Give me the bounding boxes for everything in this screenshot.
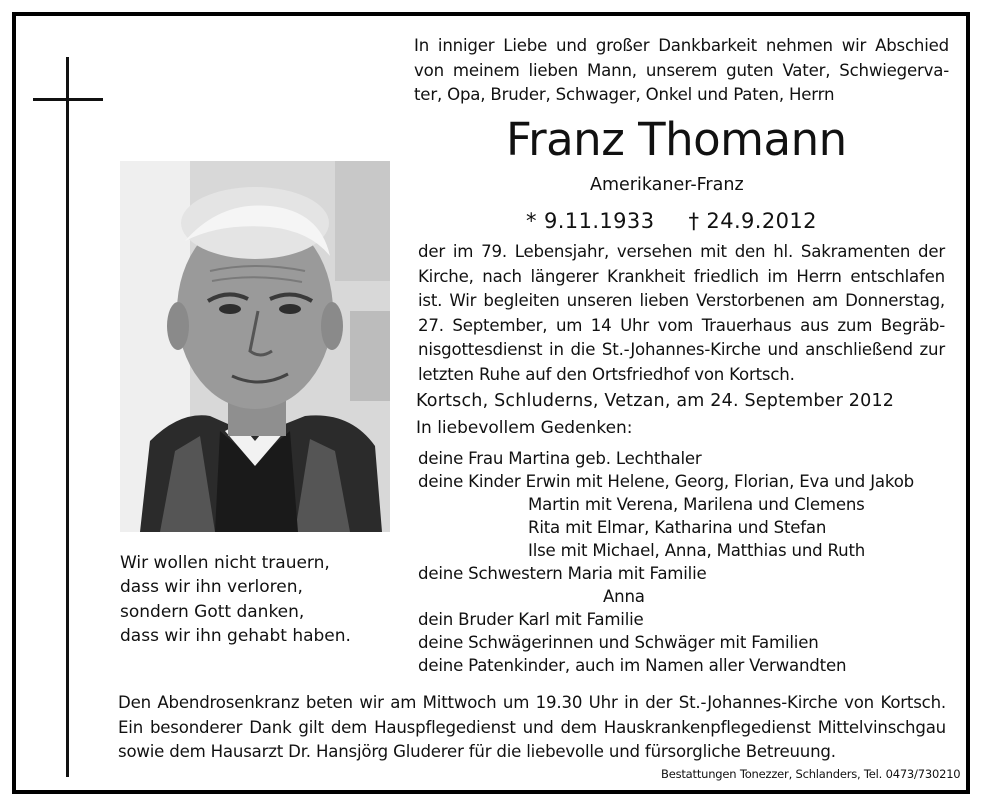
cross-icon-bar xyxy=(33,98,103,101)
poem xyxy=(120,551,351,648)
funeral-line: 27. September, um 14 Uhr vom Trauerhaus aus zum Begräb- xyxy=(418,315,945,335)
funeral-text xyxy=(418,240,945,387)
intro-line: ter, Opa, Bruder, Schwager, Onkel und Paten, Herrn xyxy=(414,85,835,104)
footer-line: Den Abendrosenkranz beten wir am Mittwoch um 19.30 Uhr in der St.-Johannes-Kirche von Kortsch. xyxy=(118,693,946,712)
gedenken-heading: In liebevollem Gedenken: xyxy=(416,418,633,438)
portrait-illustration xyxy=(120,161,390,532)
footer-line: sowie dem Hausarzt Dr. Hansjörg Gluderer für die liebevolle und fürsorgliche Betreuung. xyxy=(118,742,836,761)
intro-line: In inniger Liebe und großer Dankbarkeit nehmen wir Abschied xyxy=(414,36,949,55)
intro-text xyxy=(414,34,949,108)
death-date: † 24.9.2012 xyxy=(688,209,817,233)
life-dates xyxy=(526,206,817,236)
family-godchildren: deine Patenkinder, auch im Namen aller Verwandten xyxy=(418,656,847,675)
funeral-line: nisgottesdienst in die St.-Johannes-Kirche und anschließend zur xyxy=(418,340,945,359)
footer-text xyxy=(118,691,946,765)
portrait-photo xyxy=(120,161,390,532)
funeral-line: der im 79. Lebensjahr, versehen mit den hl. Sakramenten der xyxy=(418,242,945,261)
poem-line: Wir wollen nicht trauern, xyxy=(120,553,330,573)
deceased-name: Franz Thomann xyxy=(506,113,847,166)
deceased-nickname: Amerikaner-Franz xyxy=(590,175,744,195)
family-inlaws: deine Schwägerinnen und Schwäger mit Familien xyxy=(418,633,819,652)
family-children: deine Kinder Erwin mit Helene, Georg, Florian, Eva und Jakob xyxy=(418,472,914,491)
family-children: Rita mit Elmar, Katharina und Stefan xyxy=(528,518,827,537)
cross-icon xyxy=(66,57,69,777)
funeral-line: ist. Wir begleiten unseren lieben Verstorbenen am Donnerstag, xyxy=(418,291,945,310)
funeral-line: letzten Ruhe auf den Ortsfriedhof von Kortsch. xyxy=(418,364,795,384)
place-date: Kortsch, Schluderns, Vetzan, am 24. September 2012 xyxy=(416,391,895,411)
funeral-home-credit: Bestattungen Tonezzer, Schlanders, Tel. 0473/730210 xyxy=(661,767,961,781)
family-sisters: deine Schwestern Maria mit Familie xyxy=(418,564,707,583)
intro-line: von meinem lieben Mann, unserem guten Vater, Schwiegerva- xyxy=(414,60,949,80)
family-sisters: Anna xyxy=(603,587,645,606)
family-wife: deine Frau Martina geb. Lechthaler xyxy=(418,449,702,468)
footer-line: Ein besonderer Dank gilt dem Hauspflegedienst und dem Hauskrankenpflegedienst Mittelvinschgau xyxy=(118,717,946,737)
poem-line: dass wir ihn gehabt haben. xyxy=(120,625,351,646)
funeral-line: Kirche, nach längerer Krankheit friedlich im Herrn entschlafen xyxy=(418,266,945,286)
poem-line: dass wir ihn verloren, xyxy=(120,577,303,598)
family-brother: dein Bruder Karl mit Familie xyxy=(418,610,644,629)
family-children: Martin mit Verena, Marilena und Clemens xyxy=(528,495,865,514)
birth-date: * 9.11.1933 xyxy=(526,209,655,233)
family-list xyxy=(418,447,914,677)
family-children: Ilse mit Michael, Anna, Matthias und Ruth xyxy=(528,541,866,560)
poem-line: sondern Gott danken, xyxy=(120,601,305,622)
